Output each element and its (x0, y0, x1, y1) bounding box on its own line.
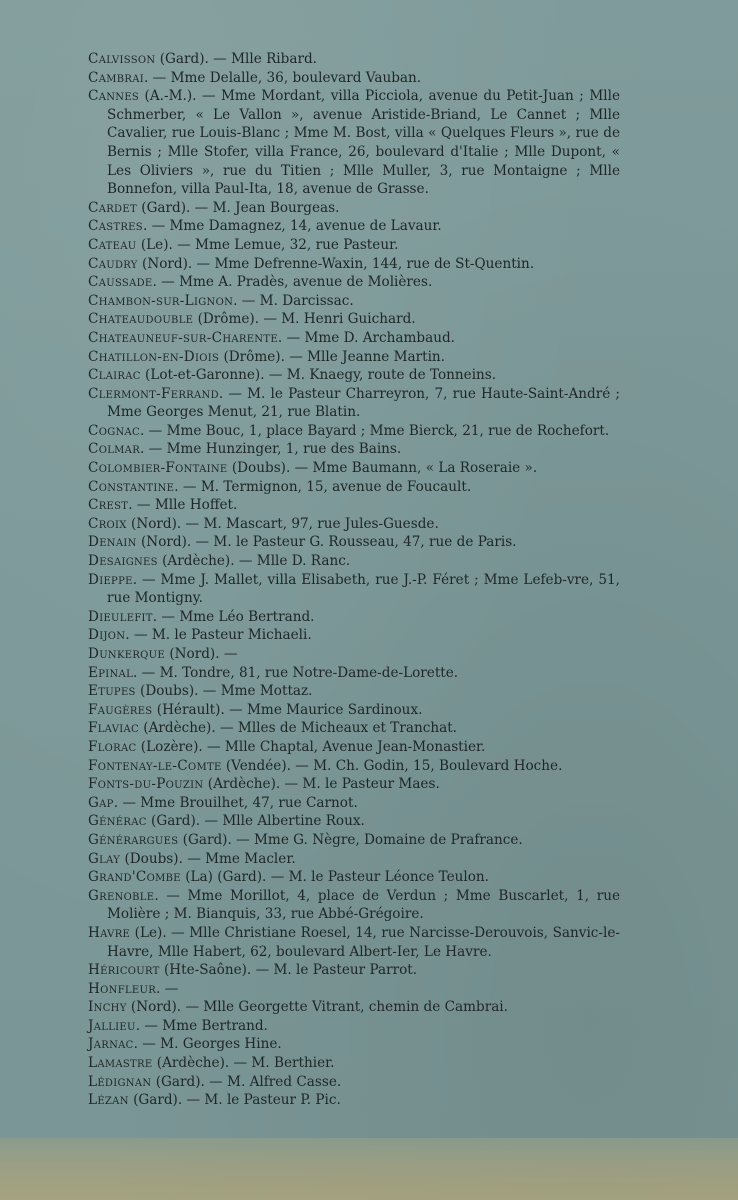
entry-colmar (88, 440, 620, 459)
place-name: Lamastre (88, 1055, 153, 1072)
place-name: Caussade (88, 274, 153, 291)
entry-details: . — Mme Bertrand. (135, 1017, 268, 1034)
entry-details: (Ardèche). — M. le Pasteur Maes. (203, 776, 440, 793)
place-name: Lézan (88, 1092, 129, 1109)
place-name: Dijon (88, 627, 126, 644)
entry-details: . — Mme Léo Bertrand. (152, 608, 315, 625)
entry-croix (88, 515, 620, 534)
place-name: Constantine (88, 478, 175, 495)
entry-fontenay-le-comte (88, 757, 620, 776)
entry-details: (Le). — Mme Lemue, 32, rue Pasteur. (136, 236, 399, 253)
place-name: Colombier-Fontaine (88, 460, 228, 477)
entry-details: (Nord). — (165, 646, 238, 662)
place-name: Havre (88, 924, 131, 941)
place-name: Cateau (88, 236, 137, 253)
entry-clermont-ferrand (88, 385, 620, 422)
place-name: Fonts-du-Pouzin (88, 776, 204, 793)
place-name: Croix (88, 515, 127, 532)
place-name: Lédignan (88, 1073, 152, 1090)
entry-grand-combe (88, 868, 620, 887)
place-name: Dieppe (88, 571, 133, 588)
place-name: Jarnac (88, 1036, 134, 1053)
entry-details: . — Mme J. Mallet, villa Elisabeth, rue J.-P. Féret ; Mme Lefeb-vre, 51, rue Montigny. (107, 571, 620, 607)
entry-details: . — Mme Delalle, 36, boulevard Vauban. (144, 69, 422, 86)
entry-details: (Doubs). — Mme Macler. (120, 850, 296, 867)
entry-clairac (88, 366, 620, 385)
place-name: Grenoble (88, 887, 155, 904)
entry-details: (Gard). — M. Alfred Casse. (151, 1073, 342, 1090)
place-name: Faugères (88, 701, 153, 718)
place-name: Inchy (88, 999, 127, 1016)
entry-details: (Le). — Mlle Christiane Roesel, 14, rue Narcisse-Derouvois, Sanvic-le-Havre, Mlle Habert, 62, boulevard Albert-Ier, Le Havre. (107, 924, 620, 960)
entry-details: . — M. Georges Hine. (133, 1036, 282, 1053)
entry-details: (Drôme). — M. Henri Guichard. (193, 311, 416, 328)
place-name: Chambon-sur-Lignon (88, 292, 234, 309)
entry-jallieu (88, 1017, 620, 1036)
entry-crest (88, 496, 620, 515)
entry-details: (Doubs). — Mme Baumann, « La Roseraie ». (227, 460, 538, 477)
entry-details: . — M. Tondre, 81, rue Notre-Dame-de-Lorette. (133, 664, 459, 681)
entry-details: . — Mme Brouilhet, 47, rue Carnot. (113, 794, 358, 811)
entry-details: . — Mme A. Pradès, avenue de Molières. (152, 274, 433, 291)
entry-cardet (88, 199, 620, 218)
place-name: Honfleur (88, 980, 157, 997)
entry-cannes (88, 87, 620, 199)
entry-details: (La) (Gard). — M. le Pasteur Léonce Teulon. (180, 869, 489, 886)
place-name: Flaviac (88, 720, 139, 737)
entry-details: (Hte-Saône). — M. le Pasteur Parrot. (159, 962, 418, 979)
place-name: Glay (88, 850, 121, 867)
entry-hericourt (88, 961, 620, 980)
entry-details: (Gard). — Mme G. Nègre, Domaine de Prafrance. (178, 831, 523, 848)
entry-chambon-sur-lignon (88, 292, 620, 311)
entry-generac (88, 812, 620, 831)
entry-details: . — Mme Morillot, 4, place de Verdun ; Mme Buscarlet, 1, rue Molière ; M. Bianquis, 33, rue Abbé-Grégoire. (107, 887, 620, 923)
place-name: Cambrai (88, 69, 145, 86)
entry-details: . — Mme D. Archambaud. (277, 329, 455, 346)
place-name: Générargues (88, 831, 179, 848)
entry-fonts-du-pouzin (88, 775, 620, 794)
entry-details: (Gard). — Mlle Ribard. (155, 51, 317, 67)
entry-constantine (88, 478, 620, 497)
entry-details: (A.-M.). — Mme Mordant, villa Picciola, avenue du Petit-Juan ; Mlle Schmerber, « Le Vallon », avenue Aristide-Briand, Le Cannet ; Mlle Cavalier, rue Louis-Blanc ; Mme M. Bost, villa « Quelques Fleurs », rue de Bernis ; Mlle Stofer, villa France, 26, boulevard d'Italie ; Mlle Dupont, « Les Oliviers », rue du Titien ; Mlle Muller, 3, rue Montaigne ; Mlle Bonnefon, villa Paul-Ita, 18, avenue de Grasse. (107, 88, 620, 198)
entry-dieppe (88, 571, 620, 608)
entry-details: (Doubs). — Mme Mottaz. (135, 683, 313, 700)
place-name: Dunkerque (88, 646, 166, 662)
place-name: Clairac (88, 367, 141, 384)
place-name: Epinal (88, 664, 134, 681)
entry-details: (Lozère). — Mlle Chaptal, Avenue Jean-Monastier. (136, 738, 486, 755)
entry-lamastre (88, 1054, 620, 1073)
entry-details: (Nord). — M. le Pasteur G. Rousseau, 47, rue de Paris. (136, 534, 517, 551)
entry-details: . — M. le Pasteur Charreyron, 7, rue Haute-Saint-André ; Mme Georges Menut, 21, rue Blatin. (107, 385, 620, 421)
place-name: Grand'Combe (88, 869, 181, 886)
entry-grenoble (88, 887, 620, 924)
entry-details: . — Mlle Hoffet. (128, 497, 238, 514)
place-name: Cannes (88, 88, 140, 105)
entry-florac (88, 738, 620, 757)
entry-gap (88, 794, 620, 813)
place-name: Desaignes (88, 553, 158, 570)
entry-desaignes (88, 552, 620, 571)
entry-details: (Ardèche). — Mlle D. Ranc. (157, 553, 351, 570)
entry-cambrai (88, 69, 620, 88)
entry-dijon (88, 626, 620, 645)
entry-caudry (88, 255, 620, 274)
place-name: Castres (88, 218, 143, 235)
place-name: Chateauneuf-sur-Charente (88, 329, 278, 346)
place-name: Caudry (88, 255, 138, 272)
entry-details: . — M. Termignon, 15, avenue de Foucault. (174, 478, 472, 495)
entry-details: . — M. le Pasteur Michaeli. (125, 627, 312, 644)
entry-details: (Nord). — M. Mascart, 97, rue Jules-Guesde. (126, 515, 439, 532)
place-name: Crest (88, 497, 129, 514)
entry-details: (Gard). — M. Jean Bourgeas. (136, 199, 340, 216)
entry-details: (Gard). — Mlle Albertine Roux. (146, 813, 365, 830)
entry-calvisson (88, 50, 620, 69)
place-name: Chatillon-en-Diois (88, 348, 220, 365)
entry-details: (Ardèche). — M. Berthier. (152, 1055, 335, 1072)
entry-details: . — Mme Bouc, 1, place Bayard ; Mme Bierck, 21, rue de Rochefort. (140, 422, 610, 439)
entry-details: (Vendée). — M. Ch. Godin, 15, Boulevard Hoche. (221, 757, 563, 774)
entry-details: . — (156, 980, 179, 997)
entry-dunkerque (88, 645, 620, 664)
entry-details: (Hérault). — Mme Maurice Sardinoux. (152, 701, 423, 718)
place-name: Générac (88, 813, 147, 830)
place-name: Cognac (88, 422, 141, 439)
entry-denain (88, 533, 620, 552)
directory-text (88, 50, 620, 1110)
place-name: Calvisson (88, 51, 156, 67)
entry-castres (88, 217, 620, 236)
entry-cognac (88, 422, 620, 441)
entry-etupes (88, 682, 620, 701)
place-name: Dieulefit (88, 608, 153, 625)
entry-details: (Nord). — Mlle Georgette Vitrant, chemin de Cambrai. (126, 999, 508, 1016)
entry-flaviac (88, 719, 620, 738)
place-name: Cardet (88, 199, 137, 216)
entry-chatillon-en-diois (88, 348, 620, 367)
entry-details: . — Mme Hunzinger, 1, rue des Bains. (140, 441, 402, 458)
page-bottom-edge (0, 1138, 738, 1200)
entry-details: . — Mme Damagnez, 14, avenue de Lavaur. (142, 218, 442, 235)
place-name: Fontenay-le-Comte (88, 757, 222, 774)
entry-glay (88, 850, 620, 869)
entry-dieulefit (88, 608, 620, 627)
entry-generargues (88, 831, 620, 850)
entry-details: (Gard). — M. le Pasteur P. Pic. (128, 1092, 341, 1109)
entry-chateaudouble (88, 310, 620, 329)
entry-caussade (88, 273, 620, 292)
entry-lezan (88, 1091, 620, 1110)
entry-colombier-fontaine (88, 459, 620, 478)
entry-chateauneuf-sur-charente (88, 329, 620, 348)
place-name: Denain (88, 534, 137, 551)
entry-details: (Ardèche). — Mlles de Micheaux et Tranchat. (138, 720, 457, 737)
entry-jarnac (88, 1035, 620, 1054)
entry-honfleur (88, 980, 620, 999)
place-name: Chateaudouble (88, 311, 194, 328)
place-name: Colmar (88, 441, 141, 458)
place-name: Etupes (88, 683, 136, 700)
entry-epinal (88, 664, 620, 683)
entry-details: (Lot-et-Garonne). — M. Knaegy, route de Tonneins. (140, 367, 497, 384)
entry-inchy (88, 998, 620, 1017)
entry-details: (Nord). — Mme Defrenne-Waxin, 144, rue de St-Quentin. (137, 255, 535, 272)
entry-ledignan (88, 1073, 620, 1092)
entry-cateau (88, 236, 620, 255)
place-name: Clermont-Ferrand (88, 385, 219, 402)
place-name: Héricourt (88, 962, 160, 979)
place-name: Gap (88, 794, 114, 811)
place-name: Jallieu (88, 1017, 136, 1034)
entry-faugeres (88, 701, 620, 720)
place-name: Florac (88, 738, 137, 755)
entry-details: . — M. Darcissac. (233, 292, 354, 309)
entry-havre (88, 924, 620, 961)
entry-details: (Drôme). — Mlle Jeanne Martin. (219, 348, 446, 365)
